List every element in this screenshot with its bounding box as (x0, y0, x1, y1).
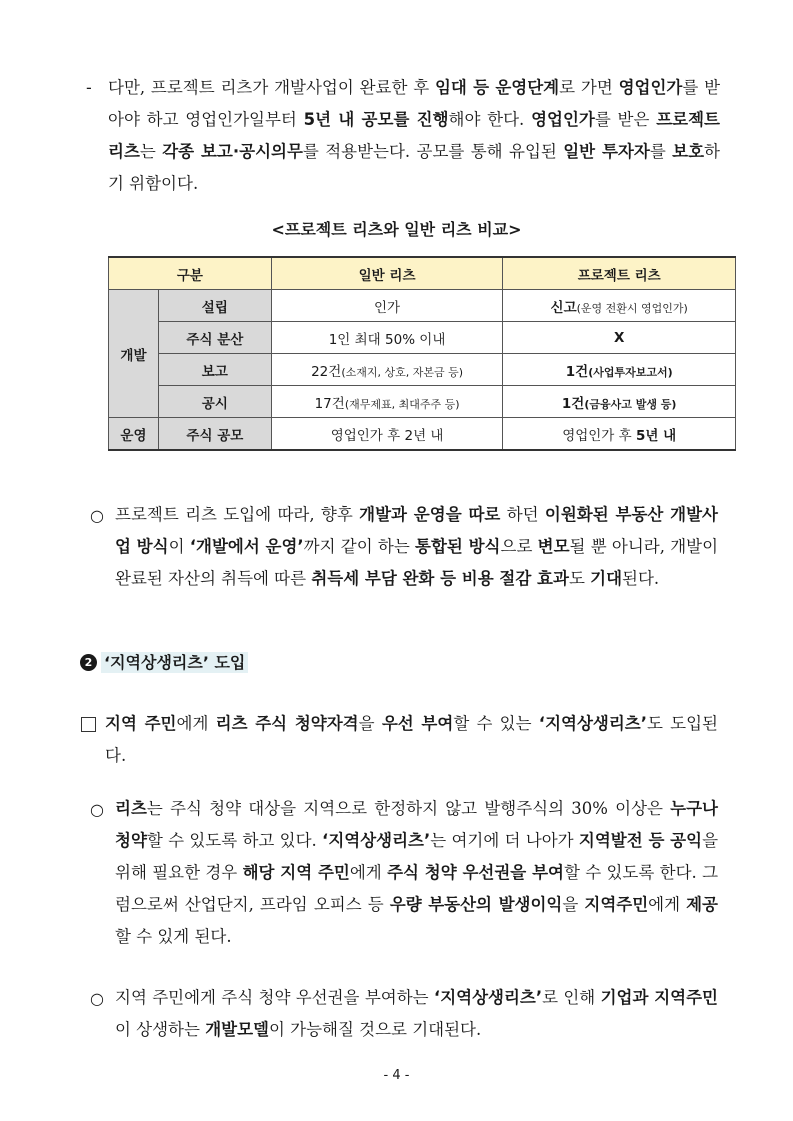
header-project-reits: 프로젝트 리츠 (503, 257, 736, 290)
table-row (109, 386, 736, 418)
project-cell: 1건(사업투자보고서) (503, 354, 736, 386)
row-item: 설립 (158, 290, 271, 322)
page-number: - 4 - (383, 1068, 410, 1083)
circle-bullet-icon: ○ (90, 506, 104, 525)
project-cell: 영업인가 후 5년 내 (503, 418, 736, 451)
project-cell: 1건(금융사고 발생 등) (503, 386, 736, 418)
section-number-icon: 2 (80, 654, 97, 671)
table-caption: <프로젝트 리츠와 일반 리츠 비교> (271, 220, 522, 239)
section-title: ‘지역상생리츠’ 도입 (101, 652, 248, 673)
header-general-reits: 일반 리츠 (271, 257, 503, 290)
project-cell: X (503, 322, 736, 354)
group-development: 개발 (109, 290, 159, 418)
dash-marker: - (86, 78, 92, 97)
bullet-paragraph: 프로젝트 리츠 도입에 따라, 향후 개발과 운영을 따로 하던 이원화된 부동산 개발사업 방식이 ‘개발에서 운영’까지 같이 하는 통합된 방식으로 변모될 뿐 아니라, 개발이 완료된 자산의 취득에 따른 취득세 부담 완화 등 비용 절감 효과도 기대된다. (115, 505, 719, 588)
general-cell: 영업인가 후 2년 내 (271, 418, 503, 451)
table-row (109, 354, 736, 386)
circle-bullet-icon: ○ (90, 989, 104, 1008)
table-row (109, 418, 736, 451)
table-row (109, 290, 736, 322)
table-row (109, 322, 736, 354)
general-cell: 22건(소재지, 상호, 자본금 등) (271, 354, 503, 386)
row-item: 주식 분산 (158, 322, 271, 354)
row-item: 주식 공모 (158, 418, 271, 451)
bullet-paragraph: 지역 주민에게 주식 청약 우선권을 부여하는 ‘지역상생리츠’로 인해 기업과 지역주민이 상생하는 개발모델이 가능해질 것으로 기대된다. (115, 988, 719, 1039)
intro-paragraph: 다만, 프로젝트 리츠가 개발사업이 완료한 후 임대 등 운영단계로 가면 영업인가를 받아야 하고 영업인가일부터 5년 내 공모를 진행해야 한다. 영업인가를 받은 프로젝트 리츠는 각종 보고·공시의무를 적용받는다. 공모를 통해 유입된 일반 투자자를 보호하기 위함이다. (108, 78, 721, 193)
general-cell: 17건(재무제표, 최대주주 등) (271, 386, 503, 418)
general-cell: 인가 (271, 290, 503, 322)
group-operation: 운영 (109, 418, 159, 451)
comparison-table (108, 256, 736, 451)
section-heading (80, 650, 248, 673)
row-item: 보고 (158, 354, 271, 386)
project-cell: 신고(운영 전환시 영업인가) (503, 290, 736, 322)
circle-bullet-icon: ○ (90, 800, 104, 819)
table-header-row (109, 257, 736, 290)
header-category: 구분 (109, 257, 272, 290)
bullet-paragraph: 리츠는 주식 청약 대상을 지역으로 한정하지 않고 발행주식의 30% 이상은 누구나 청약할 수 있도록 하고 있다. ‘지역상생리츠’는 여기에 더 나아가 지역발전 등 공익을 위해 필요한 경우 해당 지역 주민에게 주식 청약 우선권을 부여할 수 있도록 한다. 그럼으로써 산업단지, 프라임 오피스 등 우량 부동산의 발생이익을 지역주민에게 제공할 수 있게 된다. (115, 799, 719, 946)
general-cell: 1인 최대 50% 이내 (271, 322, 503, 354)
row-item: 공시 (158, 386, 271, 418)
box-paragraph: 지역 주민에게 리츠 주식 청약자격을 우선 부여할 수 있는 ‘지역상생리츠’도 도입된다. (105, 714, 718, 765)
checkbox-square-icon (81, 717, 96, 732)
